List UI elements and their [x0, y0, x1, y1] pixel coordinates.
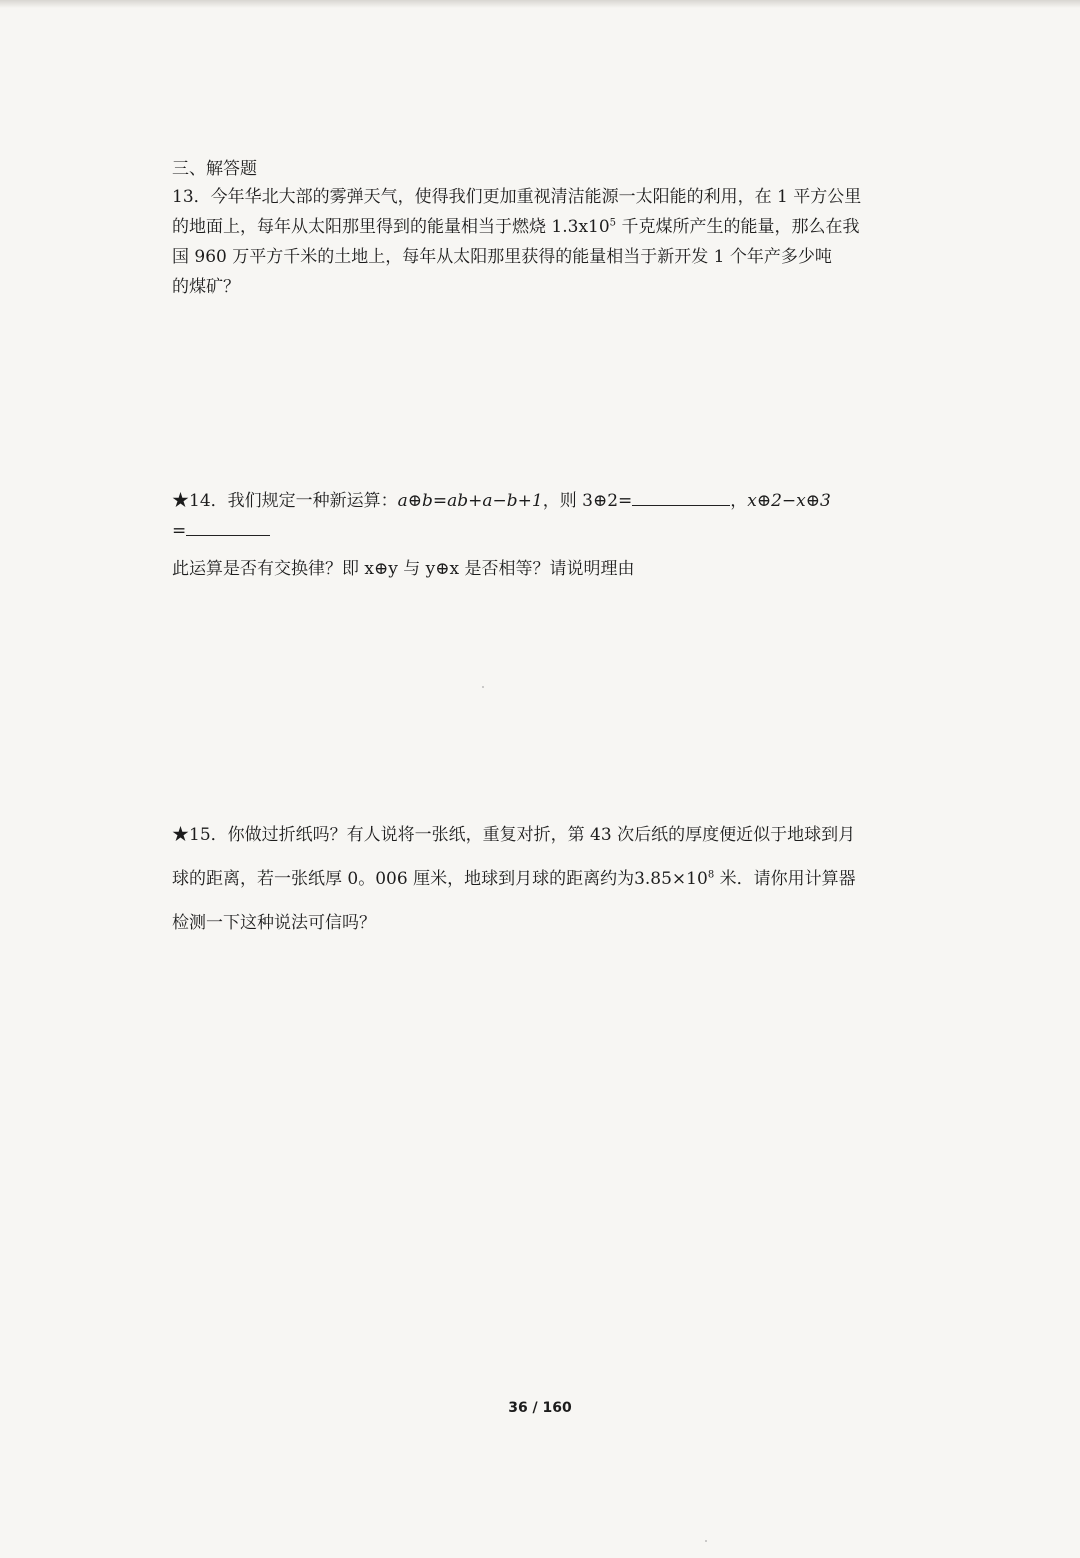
- q14-line-2: [172, 516, 912, 546]
- answer-blank-2[interactable]: [186, 519, 270, 536]
- q13-exponent: 5: [609, 217, 617, 229]
- q13-line-2: [172, 212, 912, 242]
- q14-line-1: [172, 486, 912, 516]
- answer-blank-1[interactable]: [632, 489, 730, 506]
- q14-intro: ★14．我们规定一种新运算：: [172, 491, 398, 511]
- q13-line-2-text: 的地面上，每年从太阳那里得到的能量相当于燃烧 1.3x10: [172, 217, 610, 237]
- q14-formula: a⊕b=ab+a−b+1: [397, 491, 543, 511]
- q13-line-3: 国 960 万平方千米的土地上，每年从太阳那里获得的能量相当于新开发 1 个年产多少吨: [172, 247, 832, 267]
- q14-expression: x⊕2−x⊕3: [747, 491, 831, 511]
- q15-line-3: 检测一下这种说法可信吗？: [172, 913, 376, 933]
- q15-line-1: ★15．你做过折纸吗？有人说将一张纸，重复对折，第 43 次后纸的厚度便近似于地球到月: [172, 825, 856, 845]
- q15-line-2-tail: 米．请你用计算器: [714, 869, 856, 889]
- q14-then: ，则 3⊕2=: [542, 491, 633, 511]
- q13-line-4: 的煤矿？: [172, 277, 240, 297]
- scan-edge: [0, 0, 1080, 8]
- q13-line-1: 13．今年华北大部的雾弹天气，使得我们更加重视清洁能源一太阳能的利用，在 1 平方公里: [172, 187, 862, 207]
- page-number: 36 / 160: [508, 1400, 572, 1416]
- q15-line-2-text: 球的距离，若一张纸厚 0。006 厘米，地球到月球的距离约为3.85×10: [172, 869, 708, 889]
- scan-speck: [705, 1540, 707, 1542]
- section-heading: 三、解答题: [172, 159, 257, 179]
- q15-line-2: [172, 862, 912, 906]
- q14-comma: ，: [730, 491, 748, 511]
- q14-equals: =: [172, 521, 187, 541]
- question-15: [172, 818, 912, 950]
- scan-speck: [482, 686, 484, 688]
- q15-exponent: 8: [707, 869, 715, 881]
- question-14: [172, 486, 912, 584]
- q13-line-2-tail: 千克煤所产生的能量，那么在我: [616, 217, 860, 237]
- q14-line-3: 此运算是否有交换律？即 x⊕y 与 y⊕x 是否相等？请说明理由: [172, 559, 635, 579]
- question-13: [172, 182, 912, 302]
